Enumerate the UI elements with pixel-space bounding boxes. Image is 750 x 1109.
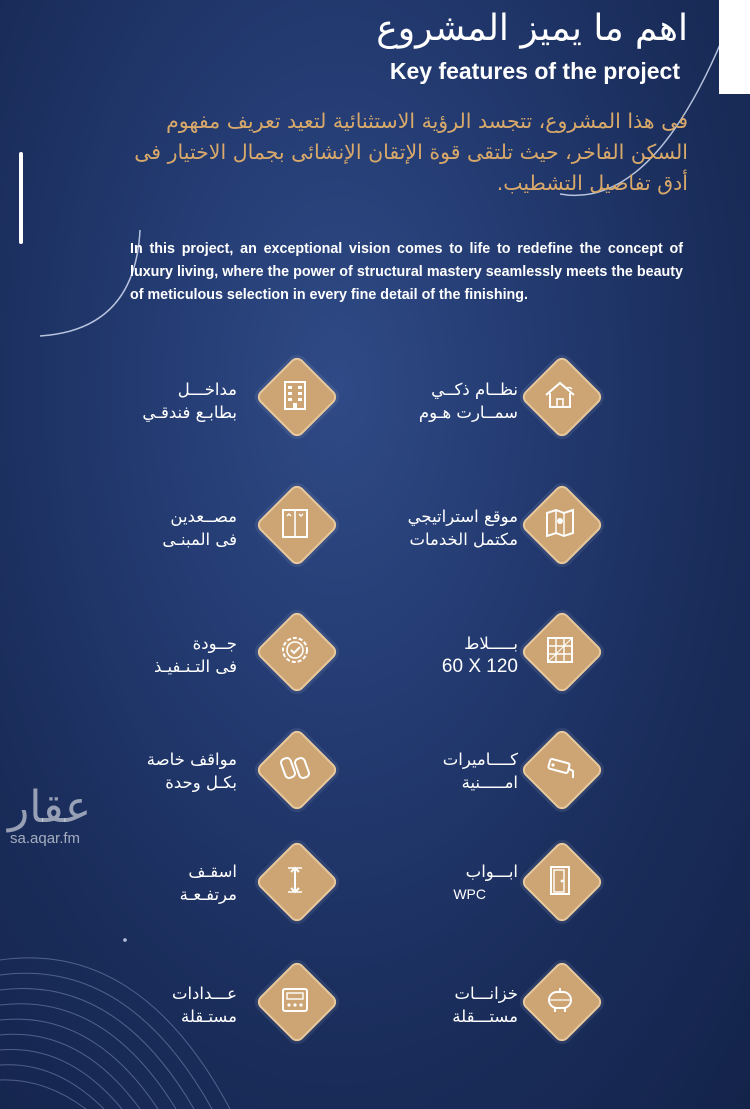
- hotel-building-icon: [255, 355, 335, 435]
- feature-smart-home-label: [419, 378, 518, 424]
- page-title-arabic: اهم ما يميز المشروع: [376, 8, 688, 49]
- map-location-icon: [520, 483, 600, 563]
- feature-line: اسقـف: [188, 862, 237, 881]
- feature-line: خزانـــات: [454, 984, 518, 1003]
- tiles-icon: [520, 610, 600, 690]
- feature-line: سمــارت هـوم: [418, 403, 518, 422]
- intro-arabic-line: فى هذا المشروع، تتجسد الرؤية الاستثنائية لتعيد تعريف مفهوم: [166, 109, 688, 133]
- intro-arabic-line: السكن الفاخر، حيث تلتقى قوة الإتقان الإنشائى بجمال الاختيار فى: [134, 140, 688, 164]
- quality-badge-icon: [255, 610, 335, 690]
- feature-line: نظــام ذكــي: [431, 380, 518, 399]
- feature-meters-label: [172, 982, 237, 1028]
- feature-line: ابـــواب: [465, 862, 518, 881]
- feature-line: بـــــلاط: [464, 634, 518, 653]
- feature-line: موقع استراتيجي: [407, 507, 518, 526]
- left-accent-bar: [19, 152, 23, 244]
- feature-line: WPC: [453, 886, 486, 902]
- feature-cameras-label: [443, 748, 518, 794]
- feature-line: مكتمل الخدمات: [409, 530, 518, 549]
- parking-cars-icon: [255, 728, 335, 808]
- feature-ceilings-label: [180, 860, 237, 906]
- watermark-url: sa.aqar.fm: [10, 830, 81, 847]
- feature-line: فى المبنـى: [162, 530, 237, 549]
- water-tank-icon: [520, 960, 600, 1040]
- watermark-logo: عقار: [8, 782, 92, 833]
- feature-elevators-label: [162, 505, 237, 551]
- feature-tanks-label: [452, 982, 518, 1028]
- feature-line: مستـقلة: [180, 1007, 237, 1026]
- feature-entrances-label: [142, 378, 237, 424]
- height-arrows-icon: [255, 840, 335, 920]
- feature-line: فى التـنـفيـذ: [154, 657, 237, 676]
- feature-line: مداخـــل: [177, 380, 237, 399]
- feature-line: مواقف خاصة: [146, 750, 237, 769]
- corner-bar: [719, 0, 750, 94]
- feature-tiles-label: [442, 632, 518, 678]
- feature-location-label: [408, 505, 518, 551]
- feature-line: بكـل وحدة: [165, 773, 237, 792]
- intro-arabic-line: أدق تفاصيل التشطيب.: [496, 171, 688, 195]
- feature-line: مصــعدين: [170, 507, 237, 526]
- feature-line: عـــدادات: [171, 984, 237, 1003]
- smart-home-icon: [520, 355, 600, 435]
- intro-arabic: [118, 106, 688, 199]
- door-icon: [520, 840, 600, 920]
- feature-line: جــودة: [192, 634, 237, 653]
- feature-line: 60 X 120: [441, 656, 518, 677]
- intro-english: In this project, an exceptional vision comes to life to redefine the concept of luxury living, where the power of structural mastery seamlessly meets the beauty of meticulous selection in every fine detail of the finishing.: [130, 241, 683, 303]
- feature-quality-label: [154, 632, 237, 678]
- feature-line: كــــاميرات: [442, 750, 518, 769]
- meter-icon: [255, 960, 335, 1040]
- feature-line: بطابـع فندقـي: [142, 403, 237, 422]
- security-camera-icon: [520, 728, 600, 808]
- feature-line: مستـــقلة: [452, 1007, 518, 1026]
- feature-parking-label: [147, 748, 237, 794]
- feature-line: امـــــنية: [461, 773, 518, 792]
- feature-line: مرتفـعـة: [179, 885, 237, 904]
- elevator-icon: [255, 483, 335, 563]
- feature-doors-label: [453, 860, 518, 906]
- page-title-english: Key features of the project: [389, 58, 680, 84]
